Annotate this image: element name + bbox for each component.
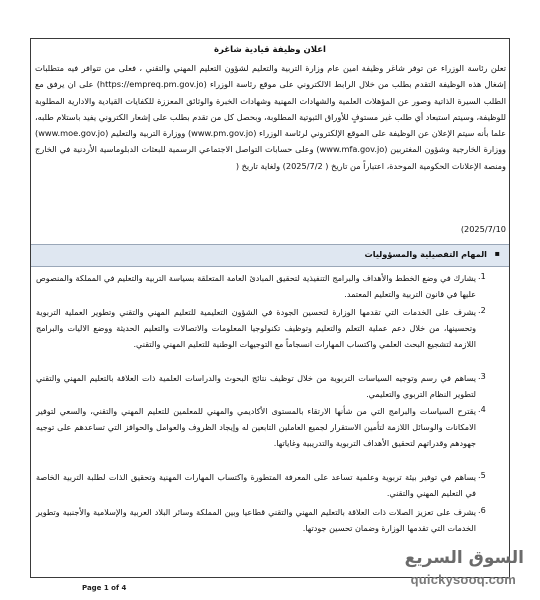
duty-item: يشارك في وضع الخطط والأهداف والبرامج التنفيذية لتحقيق المبادئ العامة المتعلقة بسياسة التربية والتعليم في المملكة والمنصوص عليها في قانون التربية والتعليم المعتمد. — [36, 273, 476, 299]
section-header — [31, 244, 509, 267]
watermark-logo — [390, 548, 530, 594]
duty-number: .2 — [478, 305, 486, 315]
duty-item: يقترح السياسات والبرامج التي من شأنها الارتقاء بالمستوى الأكاديمي والمهني للمعلمين للتعليم المهني والتقني، والسعي لتوفير الامكانات والوسائل اللازمة لتأمين الاستقرار لجميع العاملين التابعين له وإيجاد الظروف والعوامل والحوافز التي تساعدهم على توجيه جهودهم وقدراتهم لتحقيق الأهداف التربوية والتدريبية وغاياتها. — [36, 406, 476, 448]
announcement-title: اعلان وظيفة قيادية شاغرة — [214, 45, 326, 55]
duty-number: .6 — [478, 505, 486, 515]
section-title: المهام التفصيلية والمسؤوليات — [364, 249, 487, 259]
page-indicator: Page 1 of 4 — [82, 584, 127, 592]
duty-number: .4 — [478, 404, 486, 414]
duty-item: يشرف على الخدمات التي تقدمها الوزارة لتحسين الجودة في الشؤون التعليمية للتعليم المهني والتقني وتطوير العملية التربوية وتحسينها، من خلال دعم عملية التعلم والتعليم وتوظيف تكنولوجيا المعلومات والاتصالات والتعليم الحديثة ووضع الاليات والبرامج اللازمة لتشجيع البحث العلمي واكتساب المهارات انسجاماً مع التوجيهات الوطنية للتعليم المهني والتقني. — [36, 307, 476, 349]
duty-number: .5 — [478, 470, 486, 480]
announcement-intro: تعلن رئاسة الوزراء عن توفر شاغر وظيفة امين عام وزارة التربية والتعليم لشؤون التعليم المهني والتقني ، فعلى من تتوافر فيه متطلبات إشغال هذه الوظيفة التقدم بطلب من خلال الرابط الالكتروني على موقع رئاسة الوزراء (https://empreq.pm.gov.jo) على ان يرفق مع الطلب السيرة الذاتية وصور عن المؤهلات العلمية والشهادات المهنية وشهادات الخبرة والوثائق المعززة للكفايات القيادية والادارية المطلوبة للوظيفة، وسيتم استبعاد أي طلب غير مستوفٍ للأوراق الثبوتية المطلوبة، وبحصل كل من تقدم بطلب على إشعار الكتروني يفيد باستلام طلبه، علما بأنه سيتم الإعلان عن الوظيفة على الموقع الإلكتروني لرئاسة الوزراء (www.pm.gov.jo) ووزارة التربية والتعليم (www.moe.gov.jo) ووزارة الخارجية وشؤون المغتربين (www.mfa.gov.jo) وعلى حسابات التواصل الاجتماعي الرسمية للبعثات الدبلوماسية الأردنية في الخارج ومنصة الإعلانات الحكومية الموحدة، اعتباراً من تاريخ ( 2025/7/2) ولغاية تاريخ ( — [35, 63, 506, 171]
duty-number: .1 — [478, 271, 486, 281]
square-bullet-icon: ▪ — [494, 249, 500, 258]
announcement-end-date: (2025/7/10 — [460, 224, 506, 234]
watermark-latin: quickysooq.com — [410, 572, 516, 587]
duty-item: يساهم في توفير بيئة تربوية وعلمية تساعد على المعرفة المتطورة واكتساب المهارات المهنية وتحقيق الذات لطلبة التربية الخاصة في التعليم المهني والتقني. — [36, 472, 476, 498]
duty-item: يشرف على تعزيز الصلات ذات العلاقة بالتعليم المهني والتقني قطاعيا وبين المملكة وسائر البلاد العربية والإسلامية والأجنبية وتطوير الخدمات التي تقدمها الوزارة وضمان تحسين جودتها. — [36, 507, 476, 533]
duty-item: يساهم في رسم وتوجيه السياسات التربوية من خلال توظيف نتائج البحوث والدراسات العلمية ذات العلاقة بالتعليم المهني والتقني لتطوير النظام التربوي والتعليمي. — [36, 373, 476, 399]
duty-number: .3 — [478, 371, 486, 381]
watermark-arabic: السوق السريع — [404, 548, 524, 568]
